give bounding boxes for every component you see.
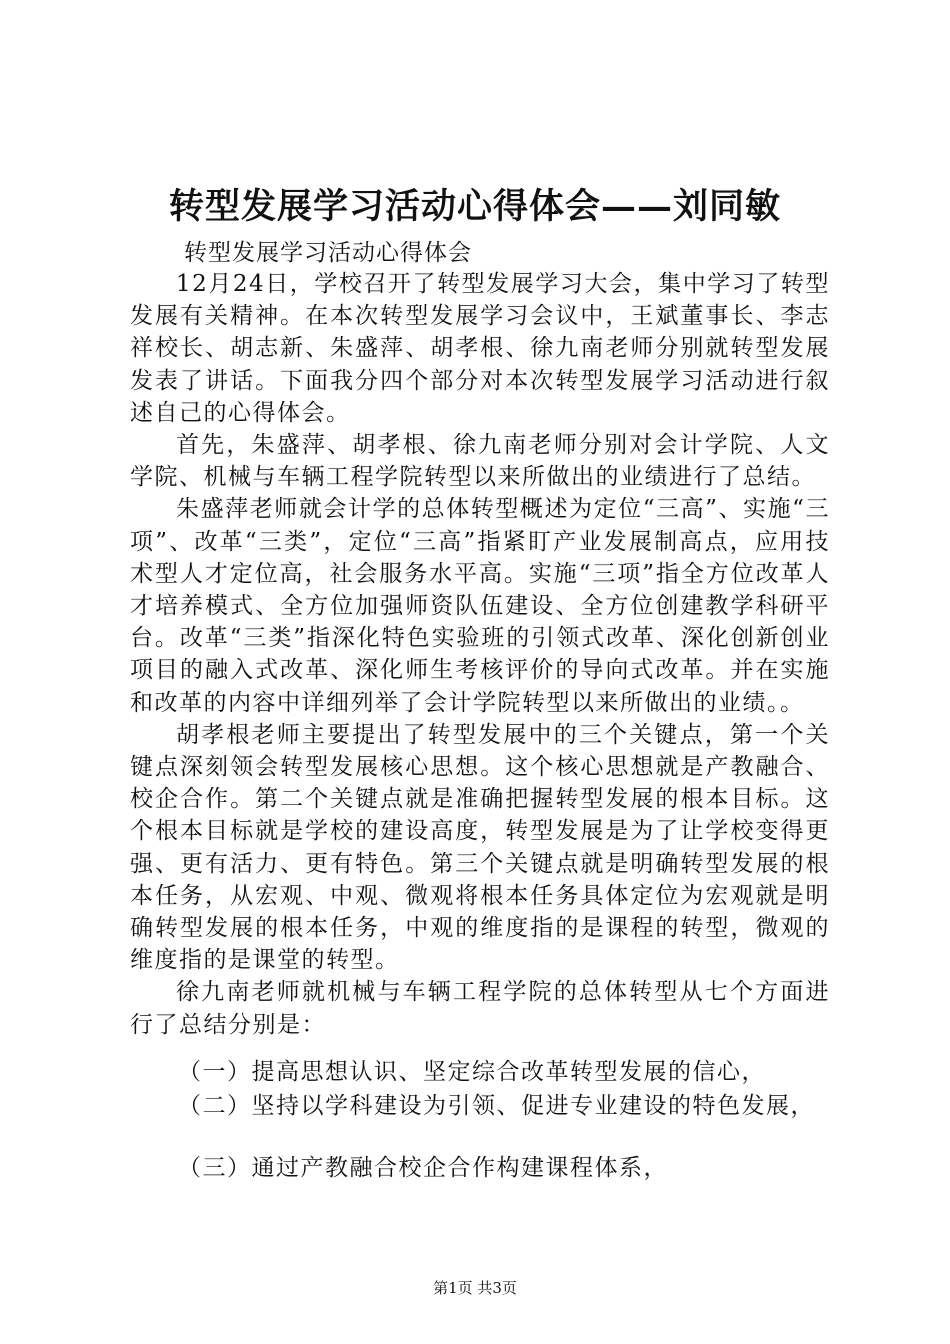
list-item: （三）通过产教融合校企合作构建课程体系， — [178, 1155, 668, 1181]
paragraph: 首先，朱盛萍、胡孝根、徐九南老师分别对会计学院、人文学院、机械与车辆工程学院转型以来所做出的业绩进行了总结。 — [130, 432, 830, 491]
paragraph: 胡孝根老师主要提出了转型发展中的三个关键点，第一个关键点深刻领会转型发展核心思想。这个核心思想就是产教融合、校企合作。第二个关键点就是准确把握转型发展的根本目标。这个根本目标就是学校的建设高度，转型发展是为了让学校变得更强、更有活力、更有特色。第三个关键点就是明确转型发展的根本任务，从宏观、中观、微观将根本任务具体定位为宏观就是明确转型发展的根本任务，中观的维度指的是课程的转型，微观的维度指的是课堂的转型。 — [130, 721, 830, 974]
list-item: （一）提高思想认识、坚定综合改革转型发展的信心， — [178, 1059, 766, 1085]
document-body — [130, 268, 830, 1041]
document-title: 转型发展学习活动心得体会——刘同敏 — [168, 186, 781, 227]
paragraph: 12月24日，学校召开了转型发展学习大会，集中学习了转型发展有关精神。在本次转型发展学习会议中，王斌董事长、李志祥校长、胡志新、朱盛萍、胡孝根、徐九南老师分别就转型发展发表了讲话。下面我分四个部分对本次转型发展学习活动进行叙述自己的心得体会。 — [130, 271, 830, 426]
document-subtitle: 转型发展学习活动心得体会 — [184, 240, 472, 266]
list-item: （二）坚持以学科建设为引领、促进专业建设的特色发展， — [178, 1093, 815, 1119]
page-footer: 第1页 共3页 — [433, 1279, 517, 1297]
paragraph: 徐九南老师就机械与车辆工程学院的总体转型从七个方面进行了总结分别是： — [130, 979, 830, 1038]
paragraph: 朱盛萍老师就会计学的总体转型概述为定位“三高”、实施“三项”、改革“三类”，定位“三高”指紧盯产业发展制高点，应用技术型人才定位高，社会服务水平高。实施“三项”指全方位改革人才培养模式、全方位加强师资队伍建设、全方位创建教学科研平台。改革“三类”指深化特色实验班的引领式改革、深化创新创业项目的融入式改革、深化师生考核评价的导向式改革。并在实施和改革的内容中详细列举了会计学院转型以来所做出的业绩。。 — [130, 496, 830, 716]
